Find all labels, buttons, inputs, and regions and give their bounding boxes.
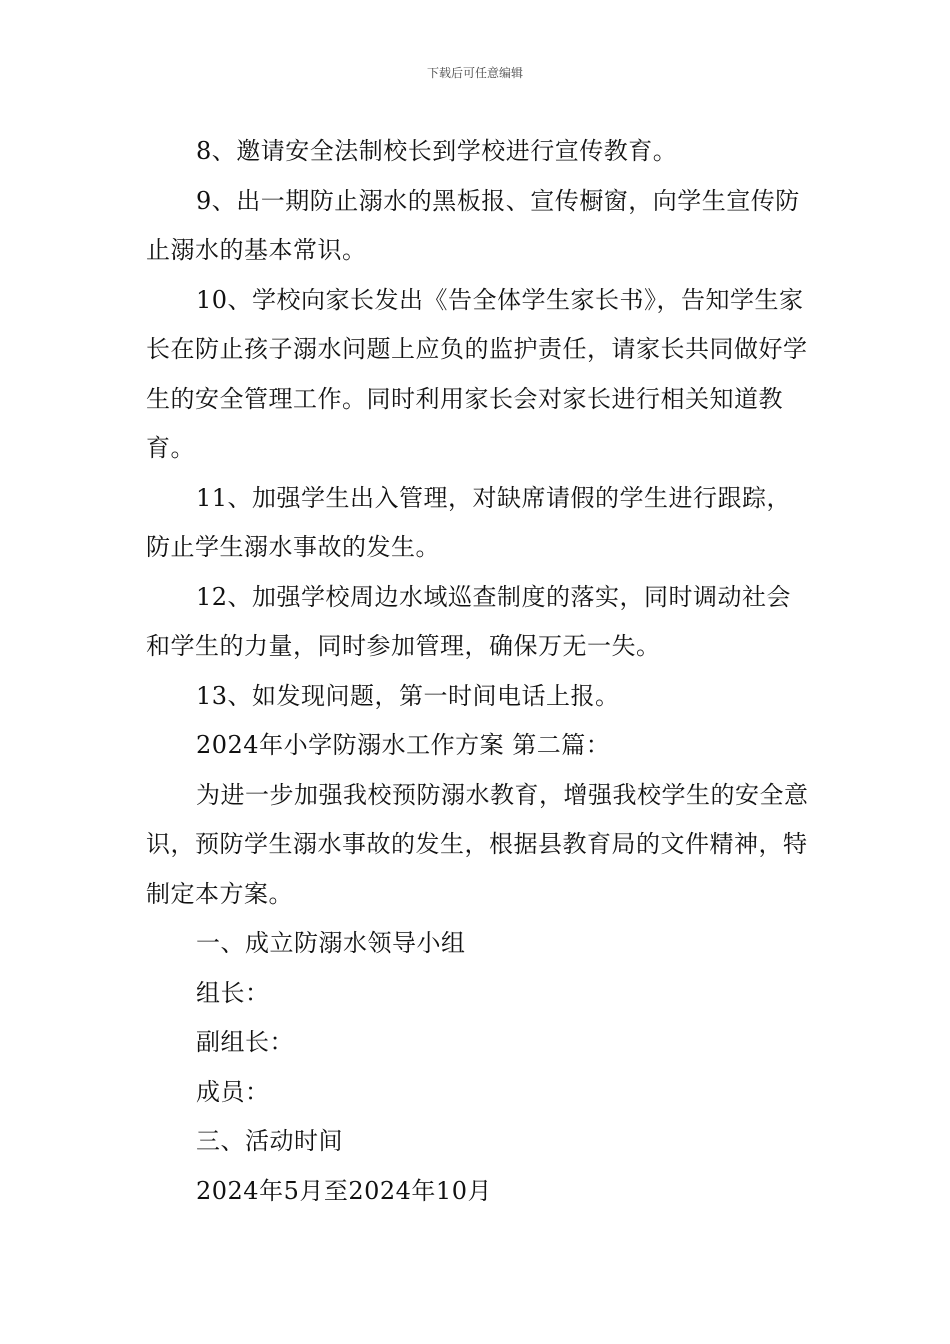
document-body	[146, 127, 814, 1216]
deputy-leader-label: 副组长：	[196, 1028, 294, 1056]
section-heading-leadership: 一、成立防溺水领导小组	[196, 929, 466, 957]
paragraph-item-11: 11、加强学生出入管理，对缺席请假的学生进行跟踪，防止学生溺水事故的发生。	[146, 483, 792, 561]
intro-paragraph: 为进一步加强我校预防溺水教育，增强我校学生的安全意识，预防学生溺水事故的发生，根据县教育局的文件精神，特制定本方案。	[146, 780, 809, 908]
paragraph-item-12: 12、加强学校周边水域巡查制度的落实，同时调动社会和学生的力量，同时参加管理，确保万无一失。	[146, 582, 792, 660]
paragraph-item-10: 10、学校向家长发出《告全体学生家长书》，告知学生家长在防止孩子溺水问题上应负的监护责任，请家长共同做好学生的安全管理工作。同时利用家长会对家长进行相关知道教育。	[146, 285, 808, 462]
section-heading-activity-time: 三、活动时间	[196, 1127, 343, 1155]
section-title-part-two: 2024年小学防溺水工作方案 第二篇：	[196, 731, 611, 759]
paragraph-item-8: 8、邀请安全法制校长到学校进行宣传教育。	[196, 137, 678, 165]
members-label: 成员：	[196, 1077, 270, 1106]
page-header: 下载后可任意编辑	[426, 66, 523, 80]
paragraph-item-13: 13、如发现问题，第一时间电话上报。	[196, 681, 620, 710]
leader-label: 组长：	[196, 978, 270, 1007]
activity-time-range: 2024年5月至2024年10月	[196, 1176, 492, 1205]
paragraph-item-9: 9、出一期防止溺水的黑板报、宣传橱窗，向学生宣传防止溺水的基本常识。	[146, 186, 800, 264]
